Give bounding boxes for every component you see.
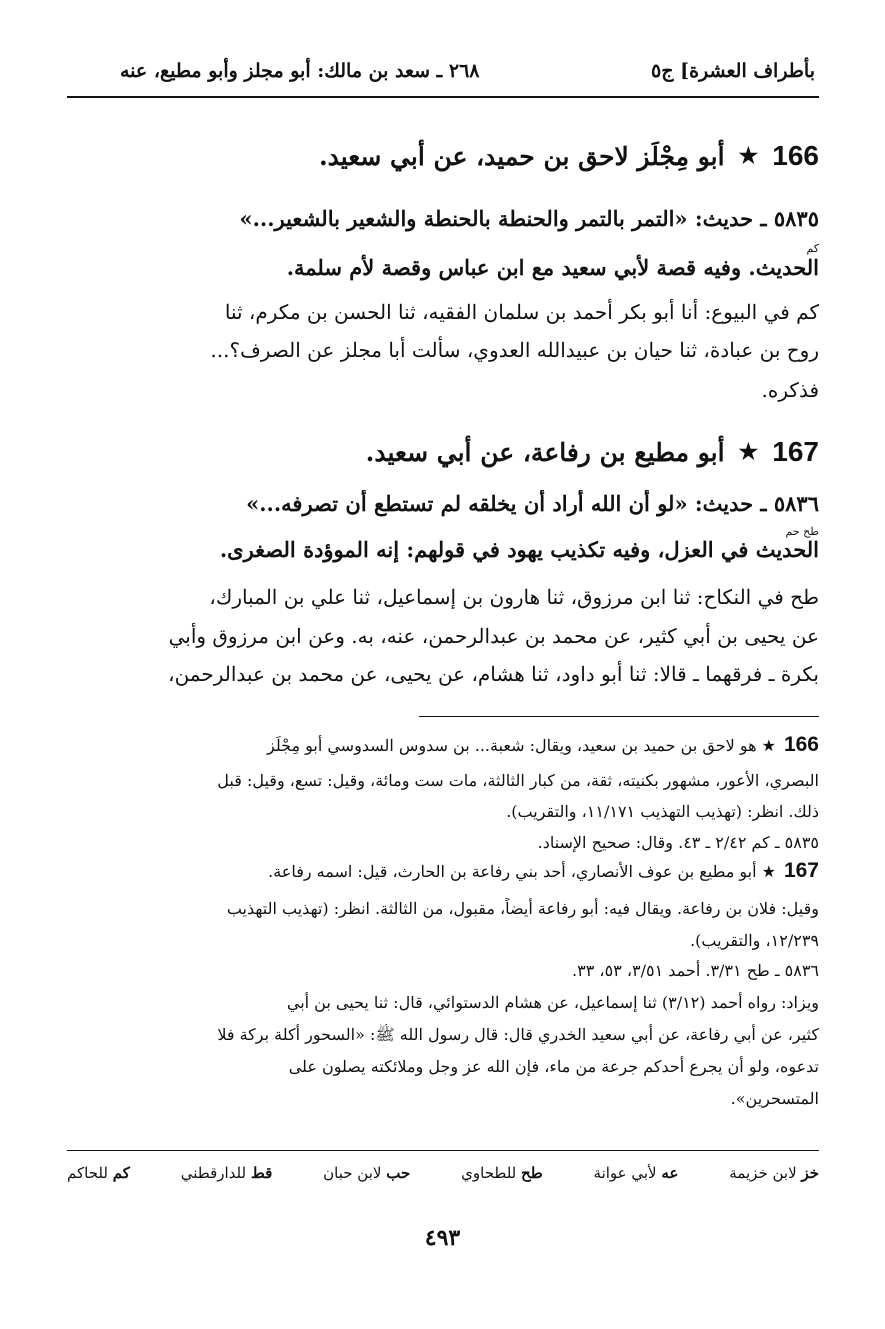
- section-title: أبو مطيع بن رفاعة، عن أبي سعيد.: [365, 437, 725, 467]
- code-mark: كم: [806, 242, 819, 255]
- footnote-line: [67, 860, 819, 883]
- legend-item: قط للدارقطني: [180, 1164, 273, 1182]
- section-number: 167: [772, 436, 819, 467]
- footnote-line: ذلك. انظر: (تهذيب التهذيب ١١/١٧١، والتقريب).: [506, 802, 819, 821]
- section-heading-166: [319, 140, 819, 172]
- code-mark: طح حم: [785, 525, 819, 538]
- legend-item: خز لابن خزيمة: [729, 1164, 819, 1182]
- footnote-line: ٥٨٣٥ ـ كم ٢/٤٢ ـ ٤٣. وقال: صحيح الإسناد.: [537, 833, 819, 852]
- legend-item: حب لابن حبان: [323, 1164, 411, 1182]
- footnote-number: 166: [783, 734, 819, 756]
- footnote-line: [67, 734, 819, 757]
- footnote-line: تدعوه، ولو أن يجرع أحدكم جرعة من ماء، فإن الله عز وجل وملائكته يصلون على: [288, 1057, 819, 1076]
- hadith-heading-continued: الحديث. وفيه قصة لأبي سعيد مع ابن عباس وقصة لأم سلمة.: [286, 255, 819, 280]
- isnad-line: طح في النكاح: ثنا ابن مرزوق، ثنا هارون بن إسماعيل، ثنا علي بن المبارك،: [209, 585, 819, 609]
- isnad-line: عن يحيى بن أبي كثير، عن محمد بن عبدالرحمن، عنه، به. وعن ابن مرزوق وأبي: [168, 624, 819, 648]
- section-number: 166: [772, 140, 819, 171]
- legend-item: عه لأبي عوانة: [593, 1164, 679, 1182]
- footnote-text: ★ هو لاحق بن حميد بن سعيد، ويقال: شعبة... بن سدوس السدوسي أبو مِجْلَز: [266, 736, 776, 755]
- footnote-line: ١٢/٢٣٩، والتقريب).: [690, 931, 819, 950]
- footnote-line: كثير، عن أبي رفاعة، عن أبي سعيد الخدري قال: قال رسول الله ﷺ: «السحور أكلة بركة فلا: [217, 1025, 819, 1044]
- running-header-right: بأطراف العشرة] ج٥: [651, 60, 815, 82]
- isnad-line: فذكره.: [761, 378, 819, 402]
- page-number: ٤٩٣: [424, 1225, 461, 1251]
- footnote-separator: [419, 716, 819, 717]
- star-icon: ★: [738, 143, 759, 169]
- footnote-line: البصري، الأعور، مشهور بكنيته، ثقة، من كبار الثالثة، مات ست ومائة، وقيل: تسع، وقيل: قبل: [217, 771, 819, 790]
- footnote-line: وقيل: فلان بن رفاعة. ويقال فيه: أبو رفاعة أيضاً، مقبول، من الثالثة. انظر: (تهذيب التهذيب: [226, 899, 819, 918]
- footnote-text: ★ أبو مطيع بن عوف الأنصاري، أحد بني رفاعة بن الحارث، قيل: اسمه رفاعة.: [268, 862, 776, 881]
- running-header-left: ٢٦٨ ـ سعد بن مالك: أبو مجلز وأبو مطيع، عنه: [120, 60, 480, 82]
- footnote-line: ويزاد: رواه أحمد (٣/١٢) ثنا إسماعيل، عن هشام الدستوائي، قال: ثنا يحيى بن أبي: [286, 993, 819, 1012]
- legend-item: طح للطحاوي: [461, 1164, 543, 1182]
- hadith-heading: ٥٨٣٦ ـ حديث: «لو أن الله أراد أن يخلقه لم تستطع أن تصرفه...»: [246, 491, 819, 516]
- footnote-line: ٥٨٣٦ ـ طح ٣/٣١. أحمد ٣/٥١، ٥٣، ٣٣.: [572, 961, 819, 980]
- isnad-line: بكرة ـ فرقهما ـ قالا: ثنا أبو داود، ثنا هشام، عن يحيى، عن محمد بن عبدالرحمن،: [168, 662, 819, 686]
- hadith-heading: ٥٨٣٥ ـ حديث: «التمر بالتمر والحنطة بالحنطة والشعير بالشعير...»: [239, 206, 819, 231]
- abbreviation-legend: [67, 1164, 819, 1182]
- legend-item: كم للحاكم: [67, 1164, 130, 1182]
- star-icon: ★: [738, 439, 759, 465]
- section-title: أبو مِجْلَز لاحق بن حميد، عن أبي سعيد.: [318, 141, 725, 171]
- isnad-line: كم في البيوع: أنا أبو بكر أحمد بن سلمان الفقيه، ثنا الحسن بن مكرم، ثنا: [224, 300, 819, 324]
- hadith-heading-continued: الحديث في العزل، وفيه تكذيب يهود في قولهم: إنه الموؤدة الصغرى.: [219, 537, 819, 562]
- legend-rule: [67, 1150, 819, 1151]
- footnote-line: المتسحرين».: [730, 1089, 819, 1108]
- header-rule: [67, 96, 819, 98]
- section-heading-167: [366, 436, 819, 468]
- footnote-number: 167: [783, 860, 819, 882]
- isnad-line: روح بن عبادة، ثنا حيان بن عبيدالله العدوي، سألت أبا مجلز عن الصرف؟...: [210, 338, 819, 362]
